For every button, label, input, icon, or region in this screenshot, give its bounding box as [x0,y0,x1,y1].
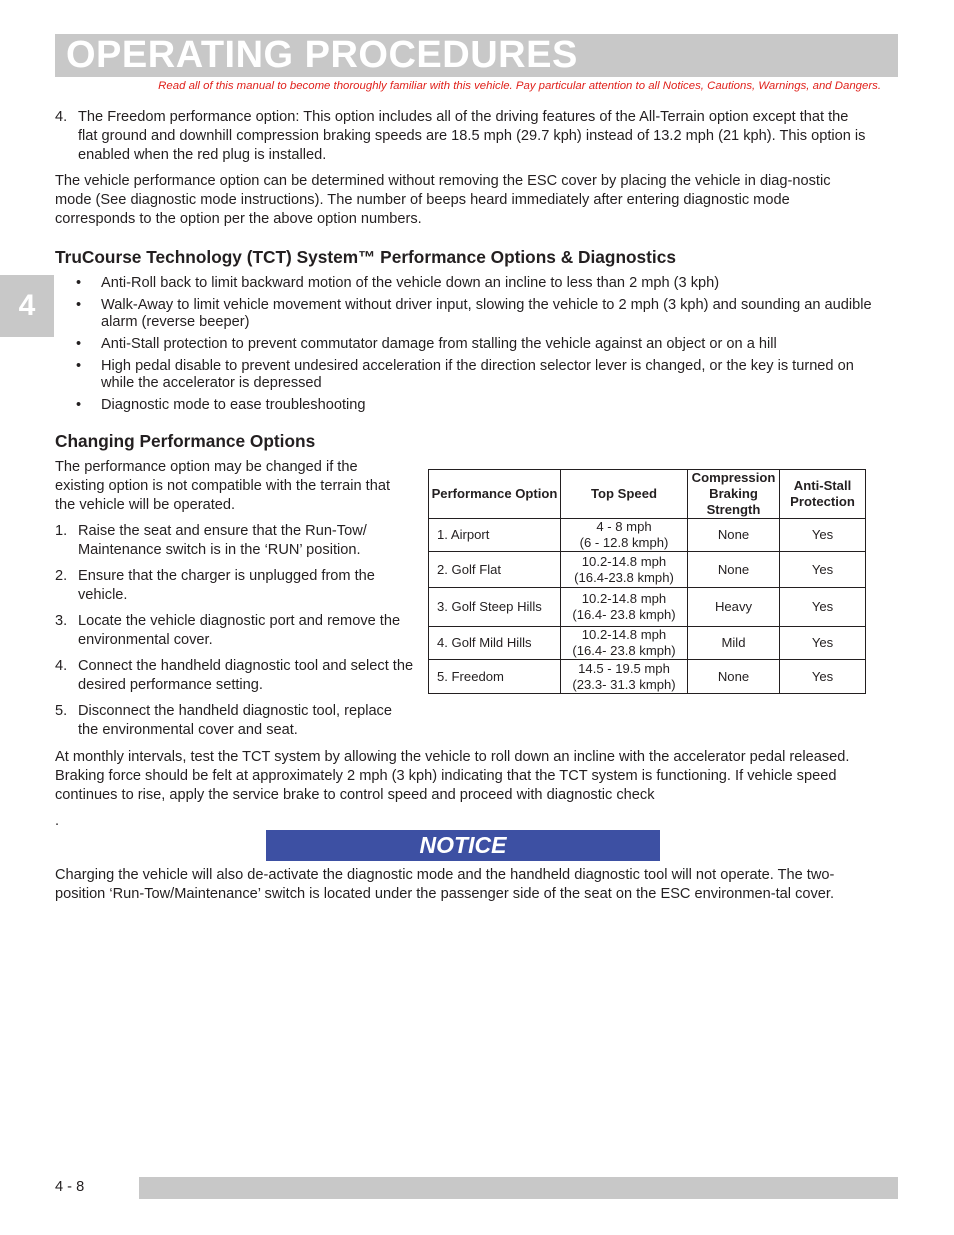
bullet-symbol: • [76,275,82,291]
cell-option: 2. Golf Flat [429,552,561,588]
bullet-symbol: • [76,297,82,313]
notice-label: NOTICE [419,832,507,858]
cell-anti-stall: Yes [780,552,866,588]
speed-kph: (23.3- 31.3 kmph) [572,676,676,692]
step-text: Disconnect the handheld diagnostic tool, replace the environmental cover and seat. [78,703,392,738]
notice-text: Charging the vehicle will also de-activate the diagnostic mode and the handheld diagnostic tool will not operate. The two-position ‘Run-Tow/Maintenance’ switch is located under the passenger side of the seat on the ESC environmen-tal cover. [55,867,835,902]
cell-anti-stall: Yes [780,519,866,552]
speed-kph: (6 - 12.8 kmph) [579,535,669,550]
table-row [429,588,866,627]
column-header: Top Speed [561,470,688,519]
chapter-tab: 4 [0,275,54,337]
cell-speed [561,660,688,694]
step-text: Raise the seat and ensure that the Run-Tow/ Maintenance switch is in the ‘RUN’ position. [78,523,367,558]
speed-mph: 10.2-14.8 mph [581,591,667,606]
cell-braking: Mild [688,627,780,660]
step-item [55,567,410,605]
speed-mph: 14.5 - 19.5 mph [578,660,670,676]
step-item [55,522,410,560]
bullet-text: Diagnostic mode to ease troubleshooting [101,397,366,413]
cell-anti-stall: Yes [780,588,866,627]
cell-braking: Heavy [688,588,780,627]
footer-bar [139,1177,898,1199]
page-number: 4 - 8 [55,1179,85,1195]
cell-braking: None [688,660,780,694]
list-item [55,297,885,331]
speed-mph: 10.2-14.8 mph [581,627,667,642]
step-number: 2. [55,568,68,584]
column-header: Compression Braking Strength [688,470,780,519]
table-row [429,660,866,694]
intro-paragraph: The vehicle performance option can be determined without removing the ESC cover by placing the vehicle in diag-nostic mode (See diagnostic mode instructions). The number of beeps heard immediately after entering diagnostic mode corresponds to the option per the above option numbers. [55,173,831,227]
bullet-text: Anti-Stall protection to prevent commutator damage from stalling the vehicle against an object or on a hill [101,336,777,352]
tct-heading: TruCourse Technology (TCT) System™ Performance Options & Diagnostics [55,247,676,267]
tct-bullet-list [55,275,885,414]
list-item [55,358,885,392]
speed-mph: 4 - 8 mph [596,519,652,534]
table-row [429,627,866,660]
step-number: 1. [55,523,68,539]
cell-option: 4. Golf Mild Hills [429,627,561,660]
speed-mph: 10.2-14.8 mph [581,553,667,569]
cell-anti-stall: Yes [780,627,866,660]
step-number: 5. [55,703,68,719]
cell-speed [561,627,688,660]
cell-braking: None [688,552,780,588]
bullet-text: Anti-Roll back to limit backward motion of the vehicle down an incline to less than 2 mph (3 kph) [101,275,720,291]
intro-item-text: The Freedom performance option: This option includes all of the driving features of the All-Terrain option except that the flat ground and downhill compression braking speeds are 18.5 mph (29.7 kph) instead of 13.2 mph (21 kph). This option is enabled when the red plug is installed. [78,109,866,163]
performance-options-table [428,469,866,694]
cell-speed [561,552,688,588]
cell-option: 1. Airport [429,519,561,552]
bullet-symbol: • [76,336,82,352]
cell-braking: None [688,519,780,552]
column-header: Performance Option [429,470,561,519]
header-warning: Read all of this manual to become thoroughly familiar with this vehicle. Pay particular attention to all Notices, Cautions, Warnings, and Dangers. [158,80,881,92]
speed-kph: (16.4-23.8 kmph) [574,569,674,585]
intro-item [55,108,870,165]
notice-banner [266,830,660,861]
speed-kph: (16.4- 23.8 kmph) [572,607,676,622]
step-number: 3. [55,613,68,629]
step-text: Connect the handheld diagnostic tool and select the desired performance setting. [78,658,414,693]
stray-period: . [55,813,60,829]
monthly-paragraph: At monthly intervals, test the TCT system by allowing the vehicle to roll down an incline with the accelerator pedal released. Braking force should be felt at approximately 2 mph (3 kph) indicating that the TCT system is functioning. If vehicle speed continues to rise, apply the service brake to control speed and proceed with diagnostic check [55,749,850,803]
list-item [55,275,885,292]
step-item [55,657,415,695]
bullet-symbol: • [76,397,82,413]
cell-anti-stall: Yes [780,660,866,694]
cell-speed [561,519,688,552]
column-header: Anti-Stall Protection [780,470,866,519]
table-row [429,552,866,588]
cell-option: 5. Freedom [429,660,561,694]
list-item [55,336,885,353]
step-text: Locate the vehicle diagnostic port and remove the environmental cover. [78,613,401,648]
bullet-text: Walk-Away to limit vehicle movement without driver input, slowing the vehicle to 2 mph (3 kph) and sounding an audible alarm (reverse beeper) [101,297,872,330]
intro-item-number: 4. [55,109,68,125]
bullet-text: High pedal disable to prevent undesired acceleration if the direction selector lever is changed, or the key is turned on while the accelerator is depressed [101,358,854,391]
step-text: Ensure that the charger is unplugged from the vehicle. [78,568,375,603]
step-number: 4. [55,658,68,674]
cell-option: 3. Golf Steep Hills [429,588,561,627]
step-item [55,612,410,650]
table-row [429,519,866,552]
bullet-symbol: • [76,358,82,374]
page-title: OPERATING PROCEDURES [66,34,578,76]
list-item [55,397,885,414]
speed-kph: (16.4- 23.8 kmph) [572,643,676,658]
changing-intro: The performance option may be changed if the existing option is not compatible with the terrain that the vehicle will be operated. [55,459,391,513]
changing-heading: Changing Performance Options [55,431,316,451]
table-header-row [429,470,866,519]
cell-speed [561,588,688,627]
step-item [55,702,415,740]
